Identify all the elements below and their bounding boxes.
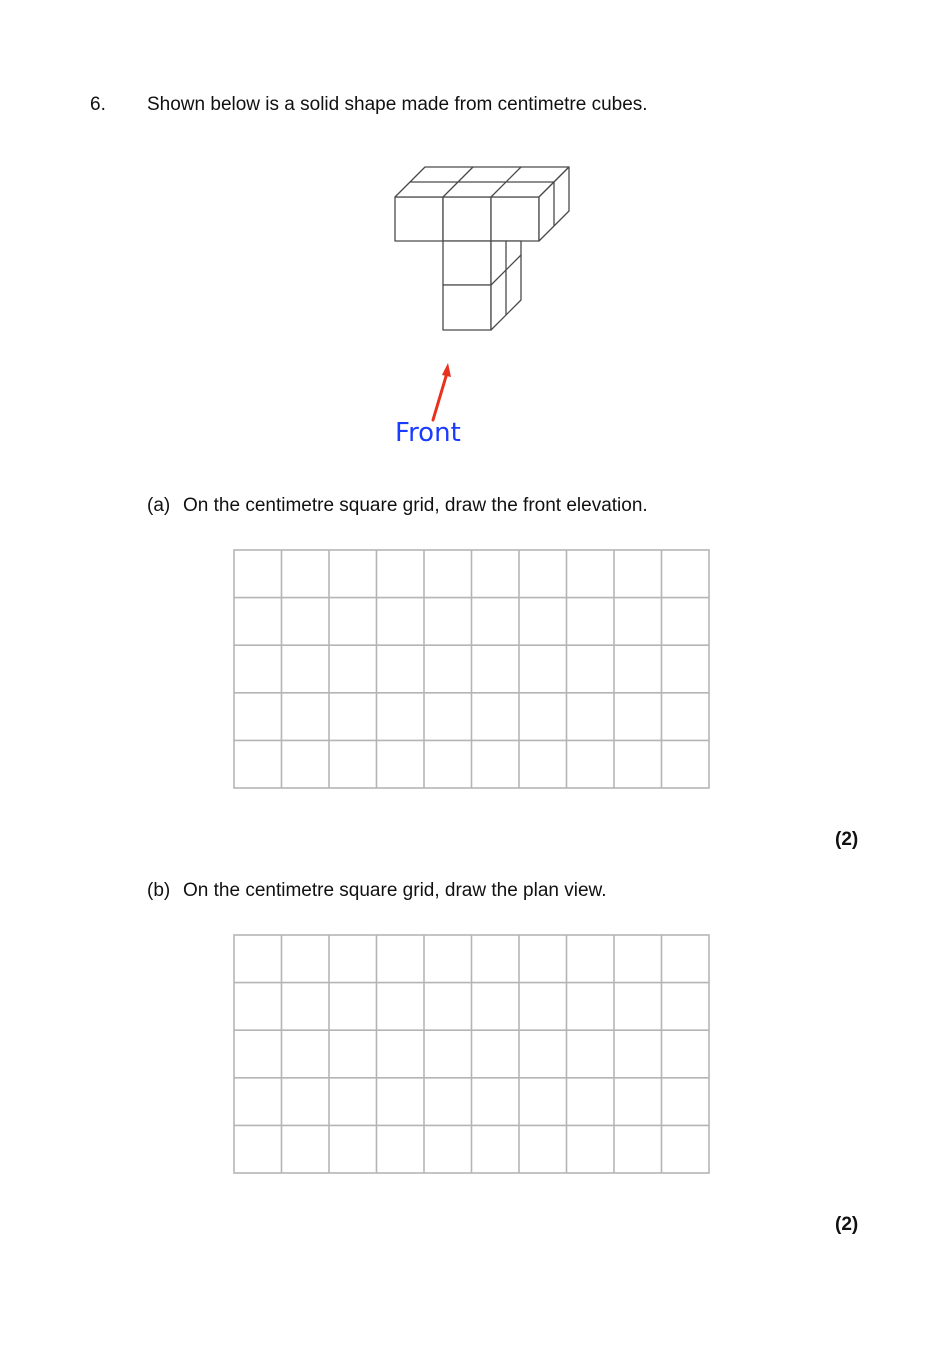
- t-shaped-solid-icon: [385, 155, 585, 460]
- question-number: 6.: [90, 94, 106, 115]
- part-b-text: On the centimetre square grid, draw the plan view.: [183, 880, 607, 901]
- part-b-letter: (b): [147, 880, 171, 901]
- part-b-marks: (2): [835, 1214, 859, 1235]
- question-text: Shown below is a solid shape made from centimetre cubes.: [147, 94, 648, 115]
- front-arrow-icon: [433, 363, 451, 420]
- plan-view-grid[interactable]: [233, 934, 710, 1174]
- part-a-text: On the centimetre square grid, draw the front elevation.: [183, 495, 648, 516]
- part-a-prompt: [147, 495, 648, 517]
- front-label: Front: [395, 418, 461, 448]
- part-a-letter: (a): [147, 495, 171, 516]
- part-b-prompt: [147, 880, 607, 902]
- front-elevation-grid[interactable]: [233, 549, 710, 789]
- part-a-marks: (2): [835, 829, 859, 850]
